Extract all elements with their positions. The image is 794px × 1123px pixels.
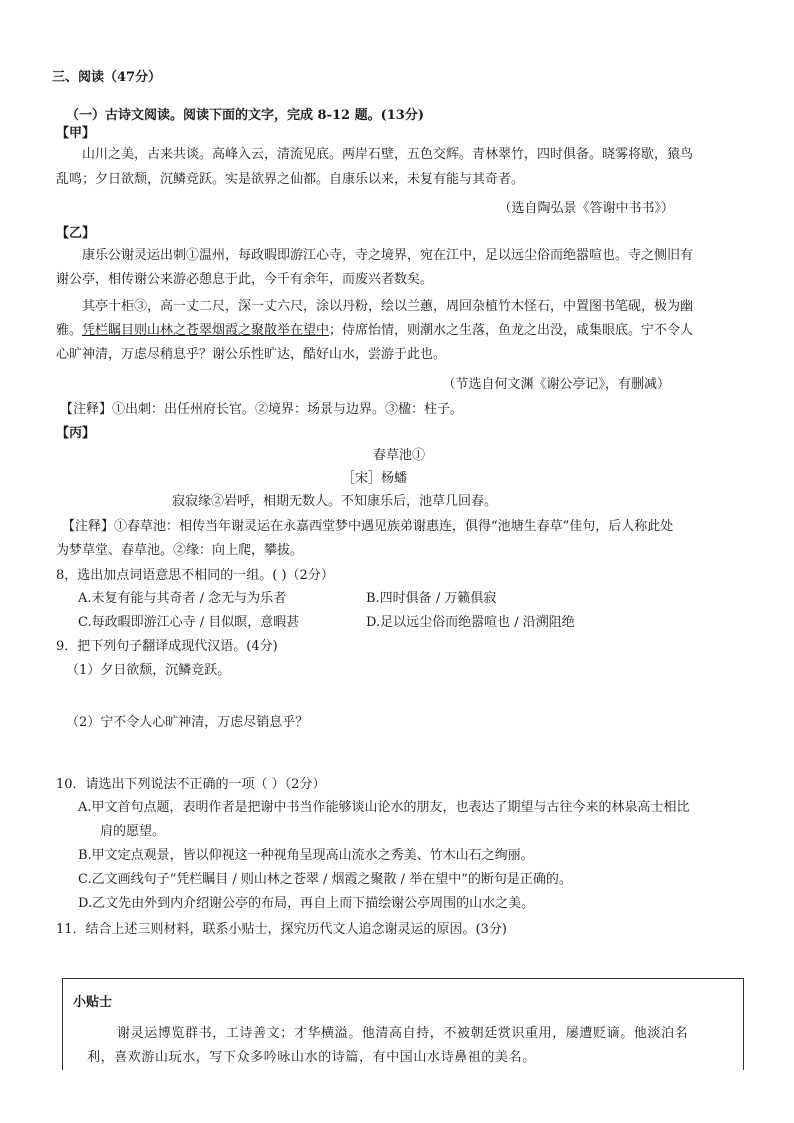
q10-option-c: C.乙文画线句子“凭栏瞩目 / 则山林之苍翠 / 烟霞之聚散 / 举在望中”的断句是正确的。 bbox=[78, 872, 572, 887]
yi-p2-line-2-post: ；侍席怡情，则潮水之生落，鱼龙之出没，咸集眼底。宁不令人 bbox=[329, 323, 694, 338]
label-bing: 【丙】 bbox=[56, 426, 96, 441]
tip-box bbox=[62, 978, 744, 1070]
section-title: 三、阅读（47分） bbox=[52, 70, 162, 85]
poem-author: ［宋］杨蟠 bbox=[342, 471, 408, 486]
q10-option-a-line-2: 肩的愿望。 bbox=[100, 824, 166, 839]
q10-option-b: B.甲文定点观景，皆以仰视这一种视角呈现高山流水之秀美、竹木山石之绚丽。 bbox=[78, 848, 534, 863]
q9-stem: 9．把下列句子翻译成现代汉语。(4分) bbox=[56, 639, 278, 654]
yi-p1-line-1: 康乐公谢灵运出刺①温州，每政暇即游江心寺，寺之境界，宛在江中，足以远尘俗而绝嚣喧也。寺之侧旧有 bbox=[82, 248, 694, 263]
q10-option-a-line-1: A.甲文首句点题，表明作者是把谢中书当作能够谈山论水的朋友，也表达了期望与古往今来的林泉高士相比 bbox=[78, 800, 690, 815]
q9-sentence-2: （2）宁不令人心旷神清，万虑尽销息乎？ bbox=[66, 715, 309, 730]
part-title: （一）古诗文阅读。阅读下面的文字，完成 8-12 题。(13分) bbox=[66, 108, 424, 123]
bing-note-line-1: 【注释】①春草池：相传当年谢灵运在永嘉西堂梦中遇见族弟谢惠连，俱得“池塘生春草”佳句，后人称此处 bbox=[62, 519, 674, 534]
jia-line-2: 乱鸣；夕日欲颓，沉鳞竞跃。实是欲界之仙都。自康乐以来，未复有能与其奇者。 bbox=[56, 172, 525, 187]
yi-p2-line-3: 心旷神清，万虑尽稍息乎？谢公乐性旷达，酷好山水，尝游于此也。 bbox=[56, 347, 447, 362]
yi-source: （节选自何文渊《谢公亭记》，有删减） bbox=[442, 377, 670, 392]
q11-stem: 11．结合上述三则材料，联系小贴士，探究历代文人追念谢灵运的原因。(3分) bbox=[56, 922, 507, 937]
yi-p1-line-2: 谢公亭，相传谢公来游必憩息于此，今千有余年，而废兴者数矣。 bbox=[56, 272, 434, 287]
yi-p2-line-2 bbox=[56, 319, 693, 338]
label-yi: 【乙】 bbox=[56, 226, 96, 241]
poem-title: 春草池① bbox=[373, 448, 426, 463]
poem-line: 寂寂缘②岩呼，相期无数人。不知康乐后，池草几回春。 bbox=[172, 494, 498, 509]
tip-line-1: 谢灵运博览群书，工诗善文；才华横溢。他清高自持，不被朝廷赏识重用，屡遭贬谪。他淡泊名 bbox=[117, 1026, 689, 1041]
q10-stem: 10．请选出下列说法不正确的一项（ ）（2分） bbox=[56, 777, 326, 792]
jia-source: （选自陶弘景《答谢中书书》） bbox=[498, 201, 674, 216]
underlined-sentence: 凭栏瞩目则山林之苍翠烟霞之聚散举在望中 bbox=[82, 323, 330, 338]
tip-title: 小贴士 bbox=[73, 995, 113, 1010]
q8-option-a: A.未复有能与其奇者 / 念无与为乐者 bbox=[78, 591, 287, 606]
q8-option-d: D.足以远尘俗而绝嚣喧也 / 沿溯阻绝 bbox=[366, 615, 575, 630]
q8-option-b: B.四时俱备 / 万籁俱寂 bbox=[366, 591, 497, 606]
label-jia: 【甲】 bbox=[56, 126, 96, 141]
bing-note-line-2: 为梦草堂、春草池。②缘：向上爬，攀拔。 bbox=[56, 543, 304, 558]
q8-stem: 8，选出加点词语意思不相同的一组。( )（2分） bbox=[56, 568, 334, 583]
jia-line-1: 山川之美，古来共谈。高峰入云，清流见底。两岸石壁，五色交辉。青林翠竹，四时俱备。晓雾将歇，猿鸟 bbox=[82, 147, 694, 162]
q9-sentence-1: （1）夕日欲颓，沉鳞竞跃。 bbox=[66, 663, 231, 678]
q8-option-c: C.每政暇即游江心寺 / 目似瞑，意暇甚 bbox=[78, 615, 300, 630]
tip-line-2: 利，喜欢游山玩水，写下众多吟咏山水的诗篇，有中国山水诗鼻祖的美名。 bbox=[87, 1050, 536, 1065]
yi-note: 【注释】①出刺：出任州府长官。②境界：场景与边界。③楹：柱子。 bbox=[60, 402, 464, 417]
yi-p2-line-1: 其亭十柜③，高一丈二尺，深一丈六尺，涂以丹粉，绘以兰蕙，周回杂植竹木怪石，中置图书笔砚，极为幽 bbox=[82, 299, 694, 314]
q10-option-d: D.乙文先由外到内介绍谢公亭的布局，再自上而下描绘谢公亭周围的山水之美。 bbox=[78, 896, 535, 911]
yi-p2-line-2-pre: 雅。 bbox=[56, 323, 83, 338]
